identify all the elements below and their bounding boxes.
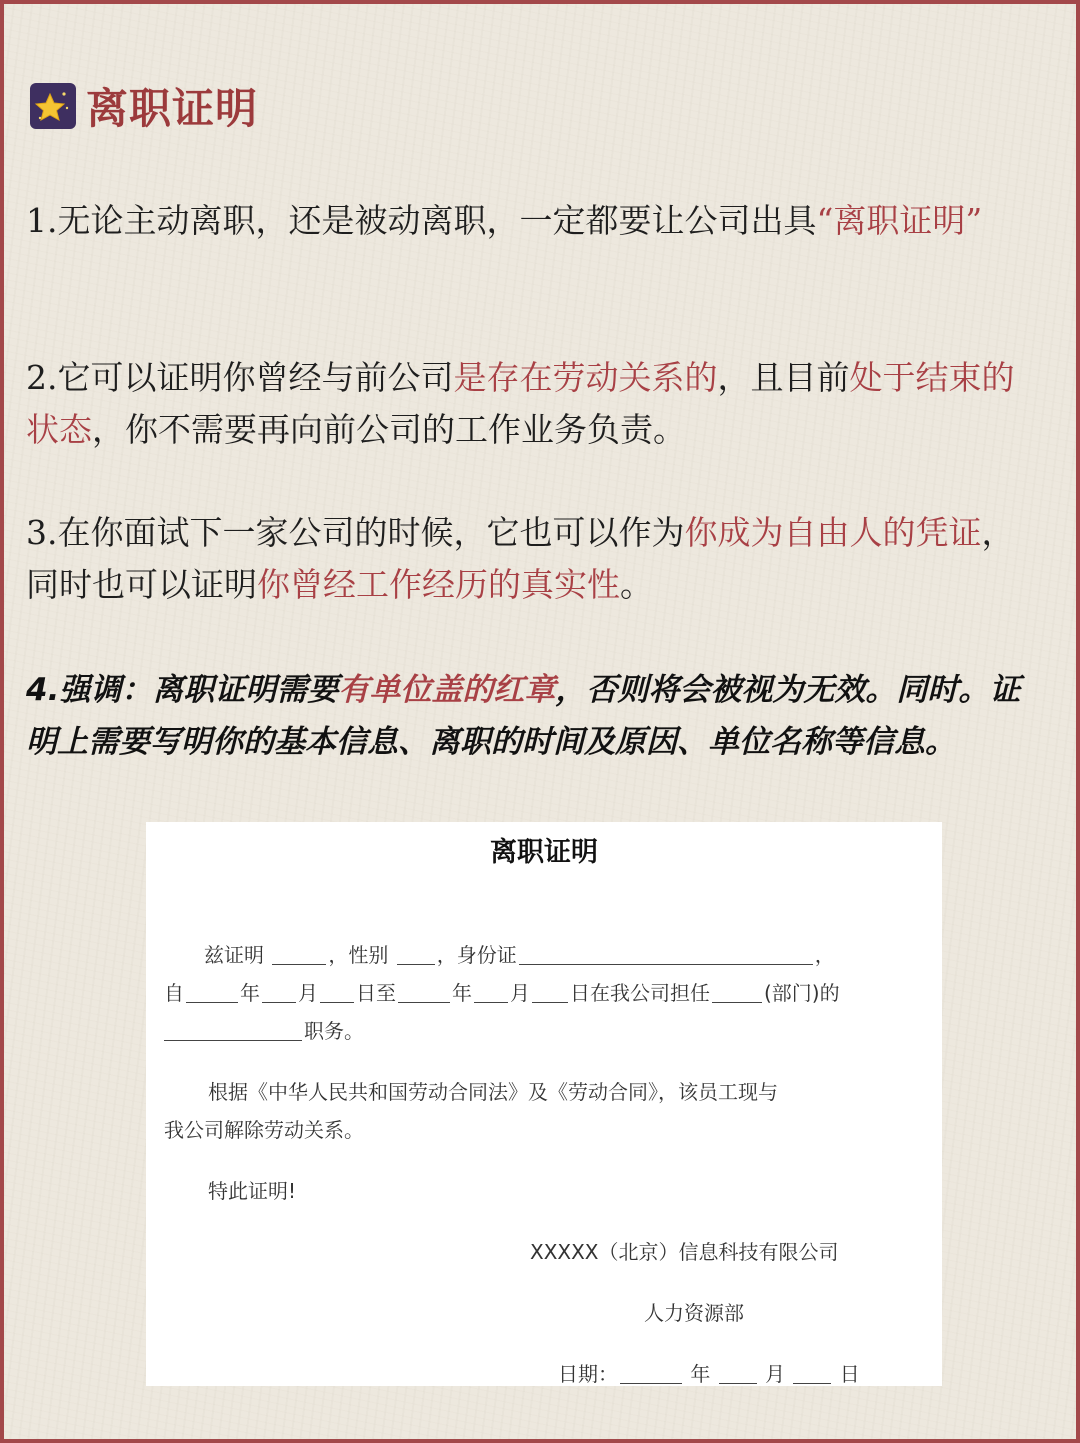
point-3-highlight-2: 你曾经工作经历的真实性: [257, 565, 620, 604]
cert-text: 职务。: [304, 1019, 364, 1043]
point-3-highlight-1: 你成为自由人的凭证: [684, 513, 982, 552]
point-1-text: 1.无论主动离职，还是被动离职，一定都要让公司出具: [26, 201, 817, 240]
certificate-line-5: 我公司解除劳动关系。: [164, 1118, 364, 1142]
point-3-text-b: ，同时也可以证明: [26, 513, 1015, 604]
cert-text: 月: [510, 981, 530, 1005]
point-2-highlight-1: 是存在劳动关系的: [453, 358, 718, 397]
blank-date-day: [793, 1365, 831, 1384]
blank-gender: [397, 946, 435, 965]
certificate-line-1: [204, 939, 835, 968]
cert-text: 年: [240, 981, 260, 1005]
cert-text: 日至: [356, 981, 396, 1005]
point-2: [26, 352, 1046, 456]
header: [30, 76, 258, 136]
cert-text: 年: [452, 981, 472, 1005]
cert-text: 自: [164, 981, 184, 1005]
certificate-line-4: 根据《中华人民共和国劳动合同法》及《劳动合同》，该员工现与: [208, 1080, 778, 1104]
star-icon: [30, 83, 76, 129]
cert-text: ，身份证: [436, 943, 517, 967]
blank-department: [712, 984, 762, 1003]
point-2-text-c: ，你不需要再向前公司的工作业务负责。: [92, 410, 686, 449]
blank-id-number: [519, 946, 813, 965]
point-4: [26, 664, 1046, 768]
point-4-highlight: 有单位盖的红章: [338, 672, 556, 708]
certificate-sample: [146, 822, 942, 1386]
cert-text: 日: [839, 1362, 860, 1386]
blank-name: [272, 946, 326, 965]
cert-text: ，性别: [328, 943, 389, 967]
certificate-company: XXXXX（北京）信息科技有限公司: [530, 1240, 839, 1264]
blank-date-month: [719, 1365, 757, 1384]
cert-text: ，: [814, 943, 835, 967]
blank-end-year: [398, 984, 450, 1003]
point-1-highlight: “离职证明”: [816, 201, 983, 240]
point-3-text-c: 。: [620, 565, 653, 604]
blank-start-month: [262, 984, 296, 1003]
certificate-line-2: [164, 977, 840, 1006]
blank-start-day: [320, 984, 354, 1003]
point-2-text-a: 2.它可以证明你曾经与前公司: [26, 358, 454, 397]
cert-text: 日在我公司担任: [570, 981, 710, 1005]
point-2-text-b: ，且目前: [717, 358, 850, 397]
cert-text: 年: [690, 1362, 711, 1386]
point-1: [26, 195, 1046, 247]
blank-end-day: [532, 984, 568, 1003]
point-3: [26, 507, 1046, 611]
certificate-department: 人力资源部: [644, 1301, 744, 1325]
cert-text: (部门)的: [764, 981, 840, 1005]
certificate-date: [558, 1358, 860, 1387]
blank-end-month: [474, 984, 508, 1003]
point-4-text-b: ，否则将会被视为无效。同时。证明上需要写明你的基本信息、离职的时间及原因、单位名称等信息。: [26, 672, 1021, 760]
blank-position: [164, 1022, 302, 1041]
certificate-line-3: [164, 1015, 364, 1044]
cert-text: 月: [765, 1362, 786, 1386]
point-3-text-a: 3.在你面试下一家公司的时候，它也可以作为: [26, 513, 685, 552]
point-4-text-a: 4.强调：离职证明需要: [26, 672, 339, 708]
certificate-line-6: 特此证明!: [208, 1179, 297, 1203]
blank-date-year: [620, 1365, 682, 1384]
cert-text: 月: [298, 981, 318, 1005]
certificate-title: 离职证明: [490, 837, 598, 868]
cert-text: 日期：: [558, 1362, 618, 1386]
point-2-highlight-2: 处于结束的状态: [26, 358, 1015, 449]
cert-text: 兹证明: [204, 943, 264, 967]
page-title: 离职证明: [86, 84, 259, 133]
blank-start-year: [186, 984, 238, 1003]
